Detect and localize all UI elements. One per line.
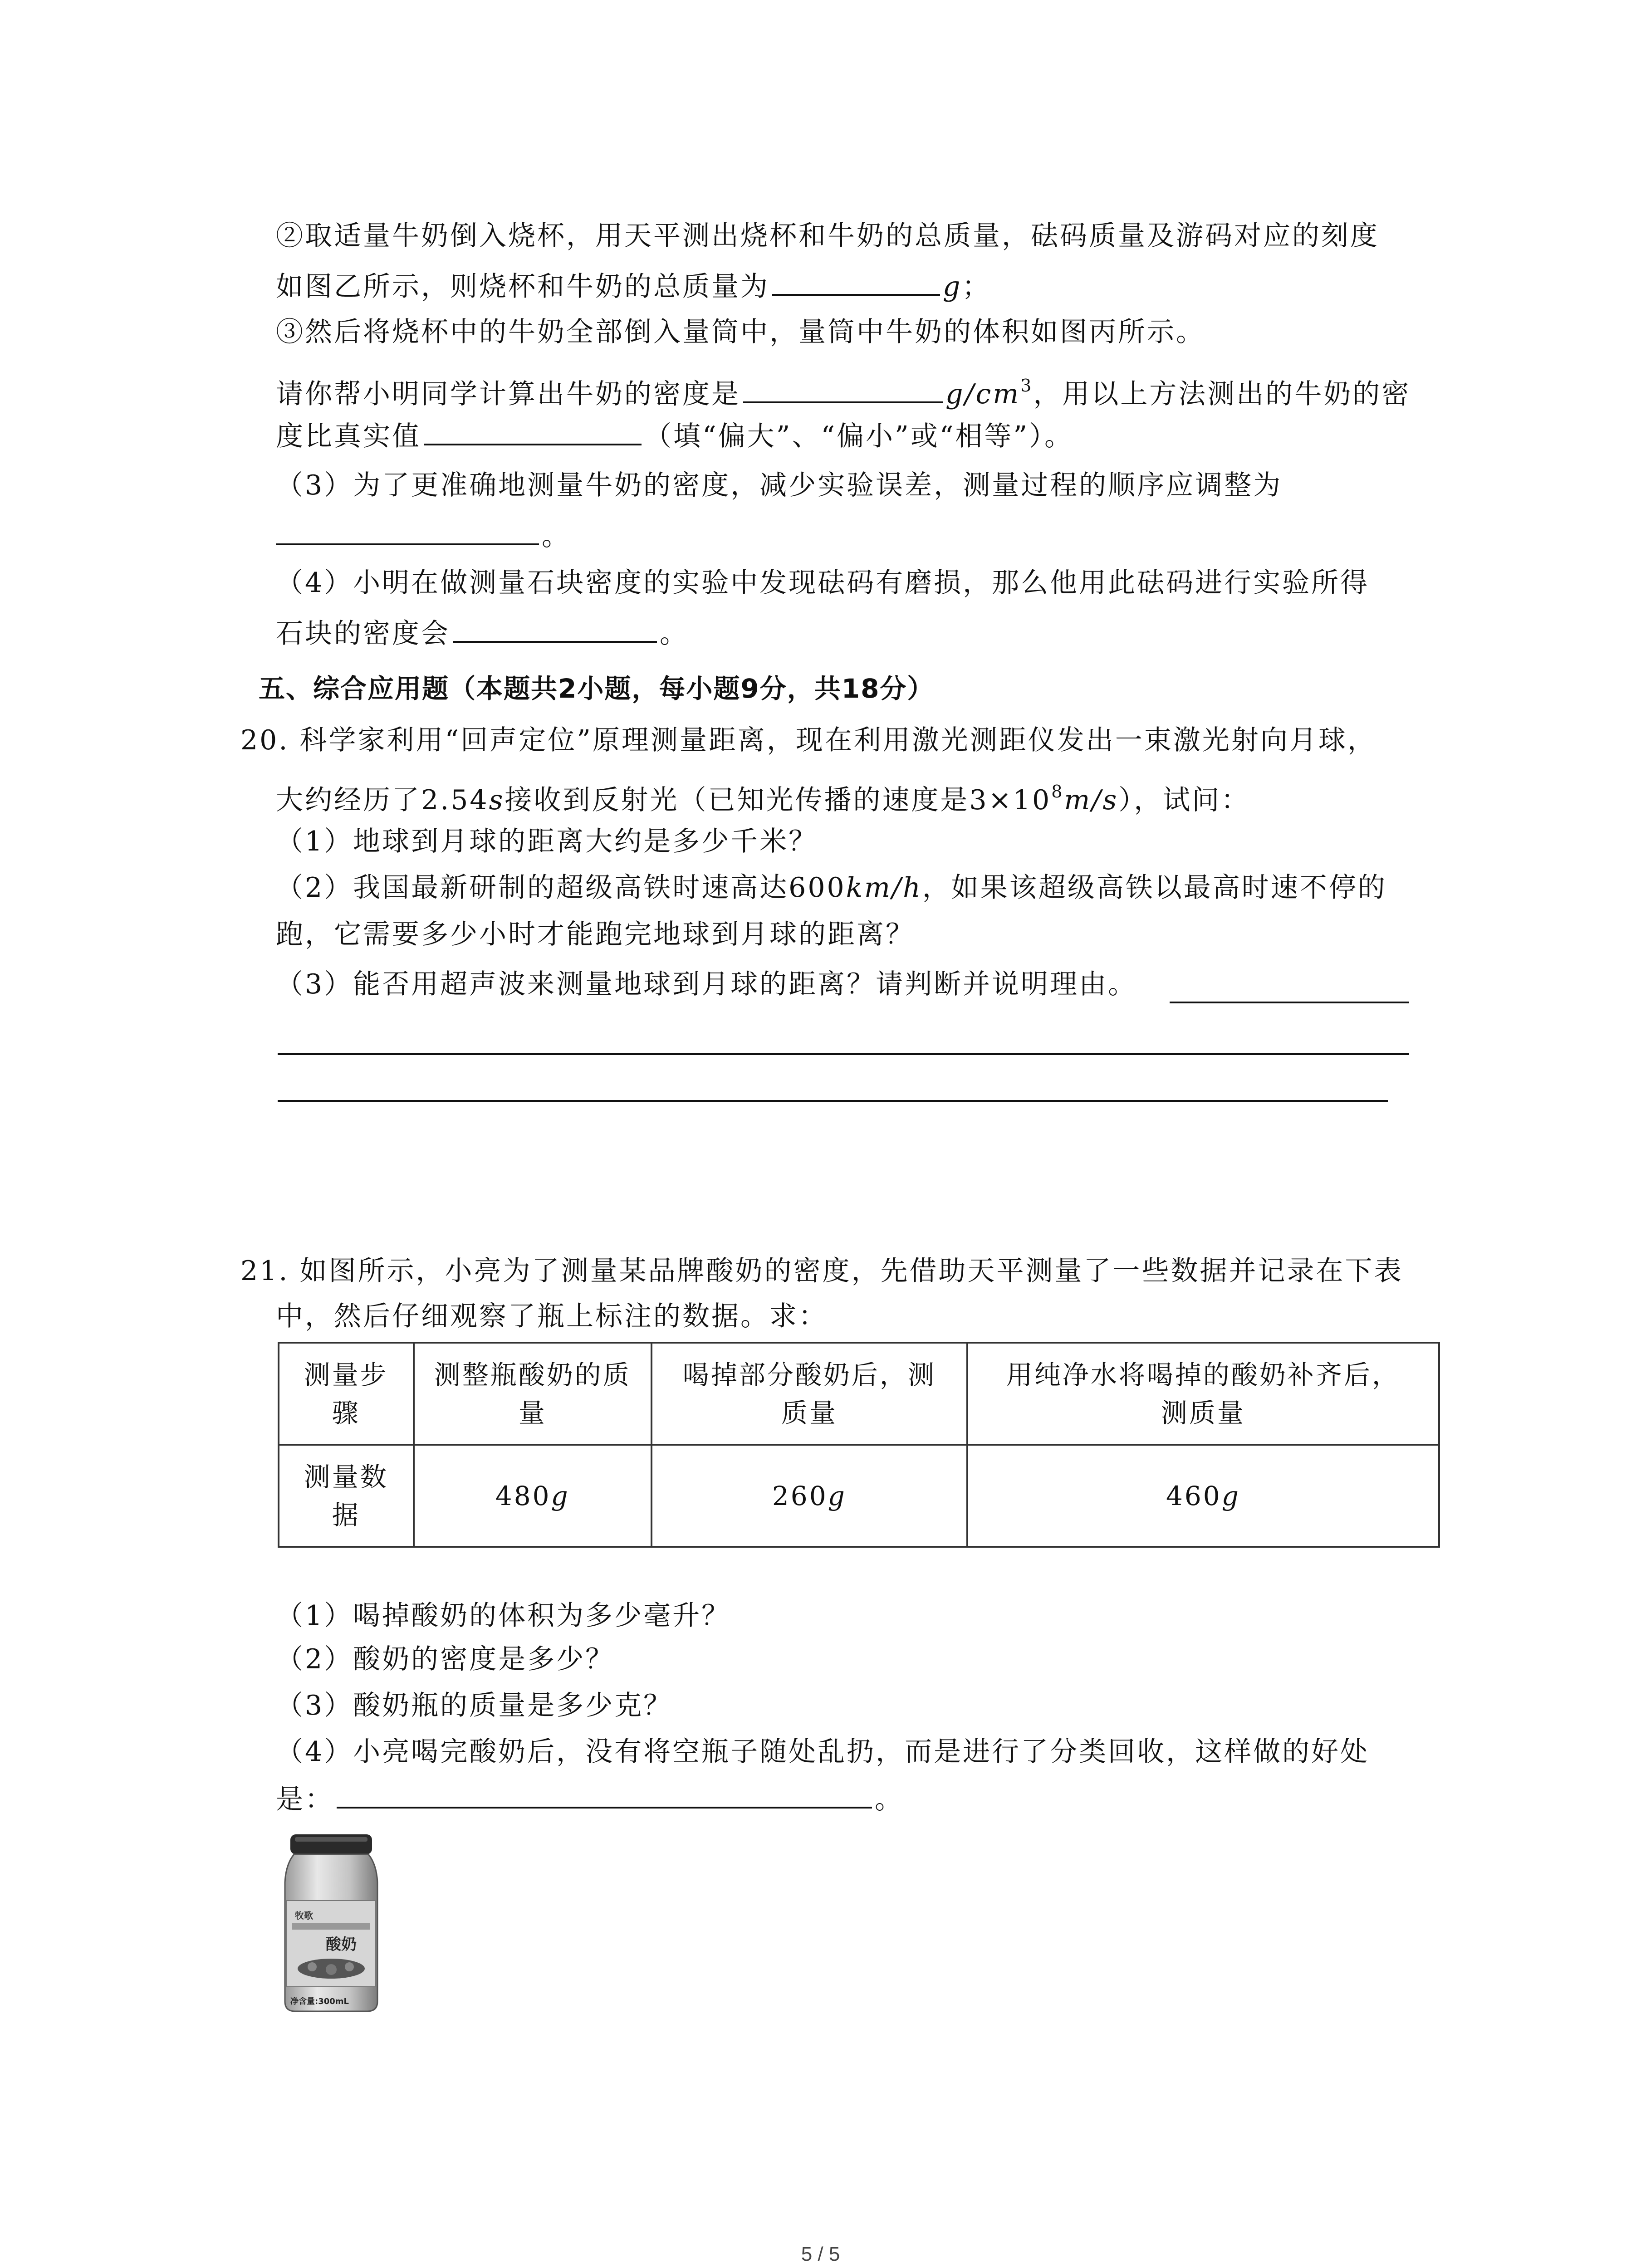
- answer-blank[interactable]: [772, 268, 940, 296]
- q20-part3: （3）能否用超声波来测量地球到月球的距离？请判断并说明理由。: [276, 968, 1137, 1000]
- table-cell: 测量步 骤: [279, 1343, 414, 1445]
- bottle-label: 酸奶: [326, 1936, 357, 1954]
- answer-blank[interactable]: [453, 615, 657, 643]
- table-cell: 测量数 据: [279, 1445, 414, 1547]
- q21-part1: （1）喝掉酸奶的体积为多少毫升？: [276, 1600, 731, 1632]
- answer-blank[interactable]: [337, 1780, 872, 1809]
- q20-stem-line2: 大约经历了2.54s接收到反射光（已知光传播的速度是$3\times 10^8m/s$），试问：: [276, 782, 1250, 816]
- answer-blank[interactable]: [743, 375, 943, 403]
- table-cell: 测整瓶酸奶的质 量: [414, 1343, 652, 1445]
- q20-part1: （1）地球到月球的距离大约是多少千米？: [276, 826, 818, 857]
- page-number: 5 / 5: [801, 2243, 840, 2265]
- table-cell: 用纯净水将喝掉的酸奶补齐后， 测质量: [967, 1343, 1439, 1445]
- table-row: [279, 1343, 1439, 1445]
- table-cell: 喝掉部分酸奶后，测 质量: [652, 1343, 967, 1445]
- table-cell: 460g: [967, 1445, 1439, 1547]
- answer-line[interactable]: [1170, 1002, 1409, 1003]
- q21-stem-line1: 21. 如图所示，小亮为了测量某品牌酸奶的密度，先借助天平测量了一些数据并记录在下表: [240, 1255, 1403, 1287]
- q21-part4-line1: （4）小亮喝完酸奶后，没有将空瓶子随处乱扔，而是进行了分类回收，这样做的好处: [276, 1736, 1370, 1768]
- answer-blank[interactable]: [276, 517, 539, 545]
- q20-part2-line1: （2）我国最新研制的超级高铁时速高达600km/h，如果该超级高铁以最高时速不停的: [276, 872, 1387, 904]
- table-row: [279, 1445, 1439, 1547]
- table-cell: 260g: [652, 1445, 967, 1547]
- bottle-brand: 牧歌: [295, 1910, 313, 1921]
- q19-step2-line1: ②取适量牛奶倒入烧杯，用天平测出烧杯和牛奶的总质量，砝码质量及游码对应的刻度: [276, 220, 1379, 252]
- section-heading: 五、综合应用题（本题共2小题，每小题9分，共18分）: [259, 673, 935, 704]
- q21-part2: （2）酸奶的密度是多少？: [276, 1643, 615, 1675]
- measurement-table: [278, 1342, 1440, 1548]
- q19-part4-answer: 石块的密度会 。: [276, 615, 689, 652]
- q19-calc-line2: 度比真实值 （填“偏大”、“偏小”或“相等”）。: [276, 417, 1073, 455]
- q19-part3: （3）为了更准确地测量牛奶的密度，减少实验误差，测量过程的顺序应调整为: [276, 469, 1283, 501]
- bottle-volume: 净含量:300mL: [290, 1997, 349, 2006]
- q19-part3-answer: 。: [276, 517, 571, 554]
- q19-calc-line1: 请你帮小明同学计算出牛奶的密度是 $g/cm^3$，用以上方法测出的牛奶的密: [276, 376, 1411, 410]
- q19-step3: ③然后将烧杯中的牛奶全部倒入量筒中，量筒中牛奶的体积如图丙所示。: [276, 316, 1205, 348]
- q19-part4: （4）小明在做测量石块密度的实验中发现砝码有磨损，那么他用此砝码进行实验所得: [276, 567, 1370, 599]
- q21-part4-line2: 是： 。: [276, 1780, 904, 1818]
- answer-line[interactable]: [278, 1053, 1409, 1055]
- yogurt-bottle-image: [277, 1833, 386, 2014]
- q20-part2-line2: 跑，它需要多少小时才能跑完地球到月球的距离？: [276, 919, 915, 950]
- q20-stem-line1: 20. 科学家利用“回声定位”原理测量距离，现在利用激光测距仪发出一束激光射向月球，: [240, 724, 1376, 756]
- table-cell: 480g: [414, 1445, 652, 1547]
- answer-blank[interactable]: [424, 417, 642, 445]
- q19-step2-line2: 如图乙所示，则烧杯和牛奶的总质量为 g；: [276, 268, 991, 305]
- q21-stem-line2: 中，然后仔细观察了瓶上标注的数据。求：: [276, 1300, 828, 1332]
- answer-line[interactable]: [278, 1100, 1388, 1102]
- q21-part3: （3）酸奶瓶的质量是多少克？: [276, 1690, 673, 1721]
